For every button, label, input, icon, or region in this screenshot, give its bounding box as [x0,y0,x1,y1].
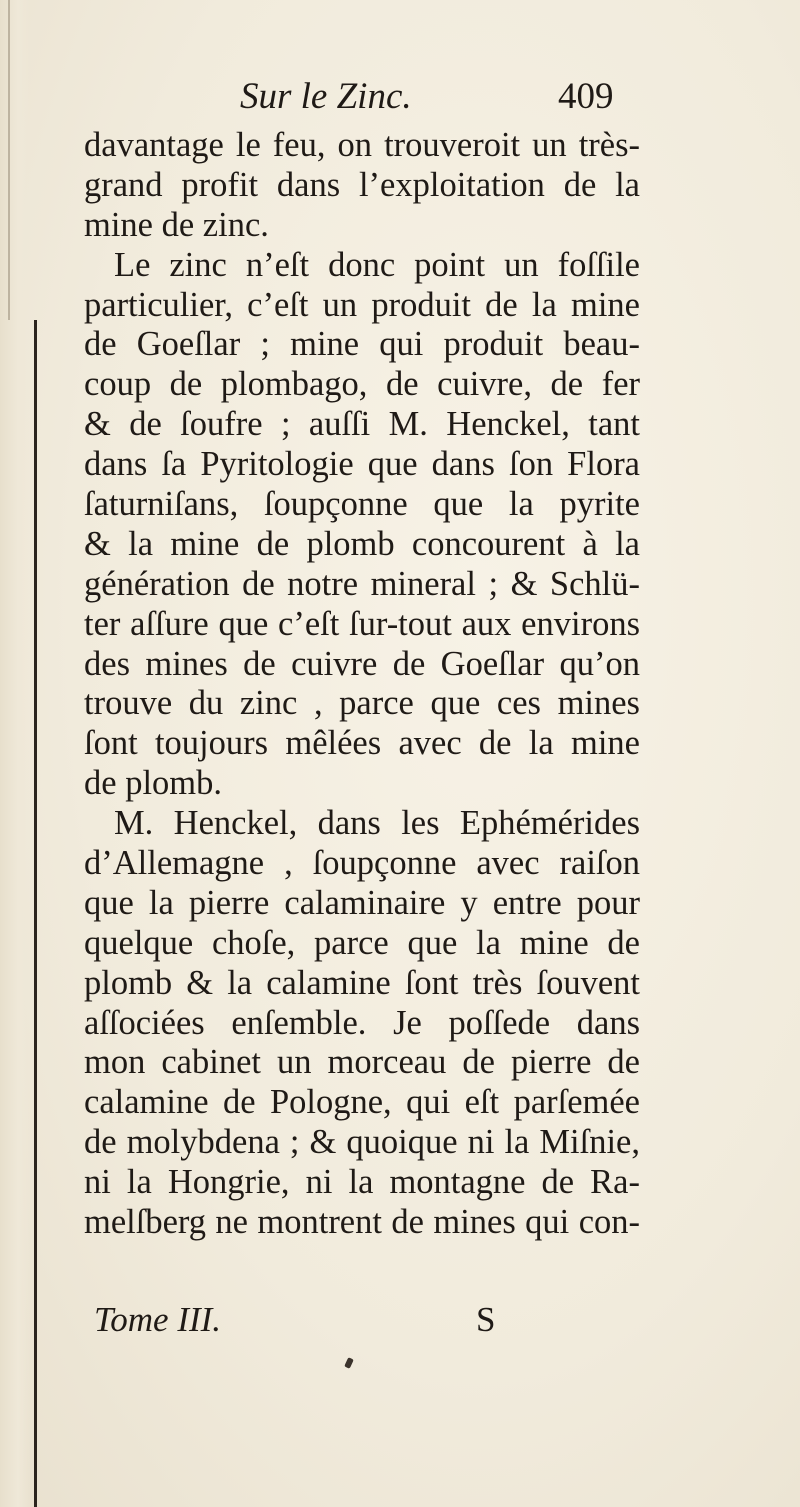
text-line: d’Allemagne , ſoupçonne avec raiſon [84,844,640,883]
ink-speck [344,1357,354,1369]
text-line: M. Henckel, dans les Ephémérides [114,804,640,843]
text-line: dans ſa Pyritologie que dans ſon Flora [84,445,640,484]
gutter-edge [8,0,10,320]
text-line: ni la Hongrie, ni la montagne de Ra- [84,1163,640,1202]
text-line: calamine de Pologne, qui eſt parſemée [84,1083,640,1122]
page-footer [94,1300,514,1342]
text-line: particulier, c’eſt un produit de la mine [84,285,640,324]
text-line: & la mine de plomb concourent à la [84,524,640,563]
page-number: 409 [558,76,614,117]
signature-mark: S [476,1300,496,1339]
text-line: trouve du zinc , parce que ces mines [84,684,640,723]
text-line: des mines de cuivre de Goeſlar qu’on [84,644,640,683]
text-line: de plomb. [84,764,222,803]
text-line: ter aſſure que c’eſt ſur-tout aux environs [84,604,640,643]
text-line: grand profit dans l’exploitation de la [84,165,640,204]
text-line: coup de plombago, de cuivre, de fer [84,365,640,404]
text-line: ſaturniſans, ſoupçonne que la pyrite [84,485,640,524]
text-line: davantage le feu, on trouveroit un très- [84,126,640,164]
text-line: de molybdena ; & quoique ni la Miſnie, [84,1123,640,1162]
text-line: ſont toujours mêlées avec de la mine [84,724,640,763]
text-line: & de ſoufre ; auſſi M. Henckel, tant [84,405,640,444]
text-line: de Goeſlar ; mine qui produit beau- [84,325,640,364]
body-text [84,126,640,1243]
text-line: melſberg ne montrent de mines qui con- [84,1203,640,1242]
text-line: que la pierre calaminaire y entre pour [84,883,640,922]
text-line: mon cabinet un morceau de pierre de [84,1043,640,1082]
text-line: quelque choſe, parce que la mine de [84,923,640,962]
page-header [228,75,658,121]
text-line: mine de zinc. [84,205,269,244]
text-line: Le zinc n’eſt donc point un foſſile [114,245,640,284]
page-gutter [0,0,30,1507]
volume-label: Tome III. [94,1300,222,1339]
text-line: plomb & la calamine ſont très ſouvent [84,963,640,1002]
binding-edge-line [34,320,37,1507]
text-line: génération de notre mineral ; & Schlü- [84,564,640,603]
running-title: Sur le Zinc. [240,76,412,117]
text-line: aſſociées enſemble. Je poſſede dans [84,1003,640,1042]
